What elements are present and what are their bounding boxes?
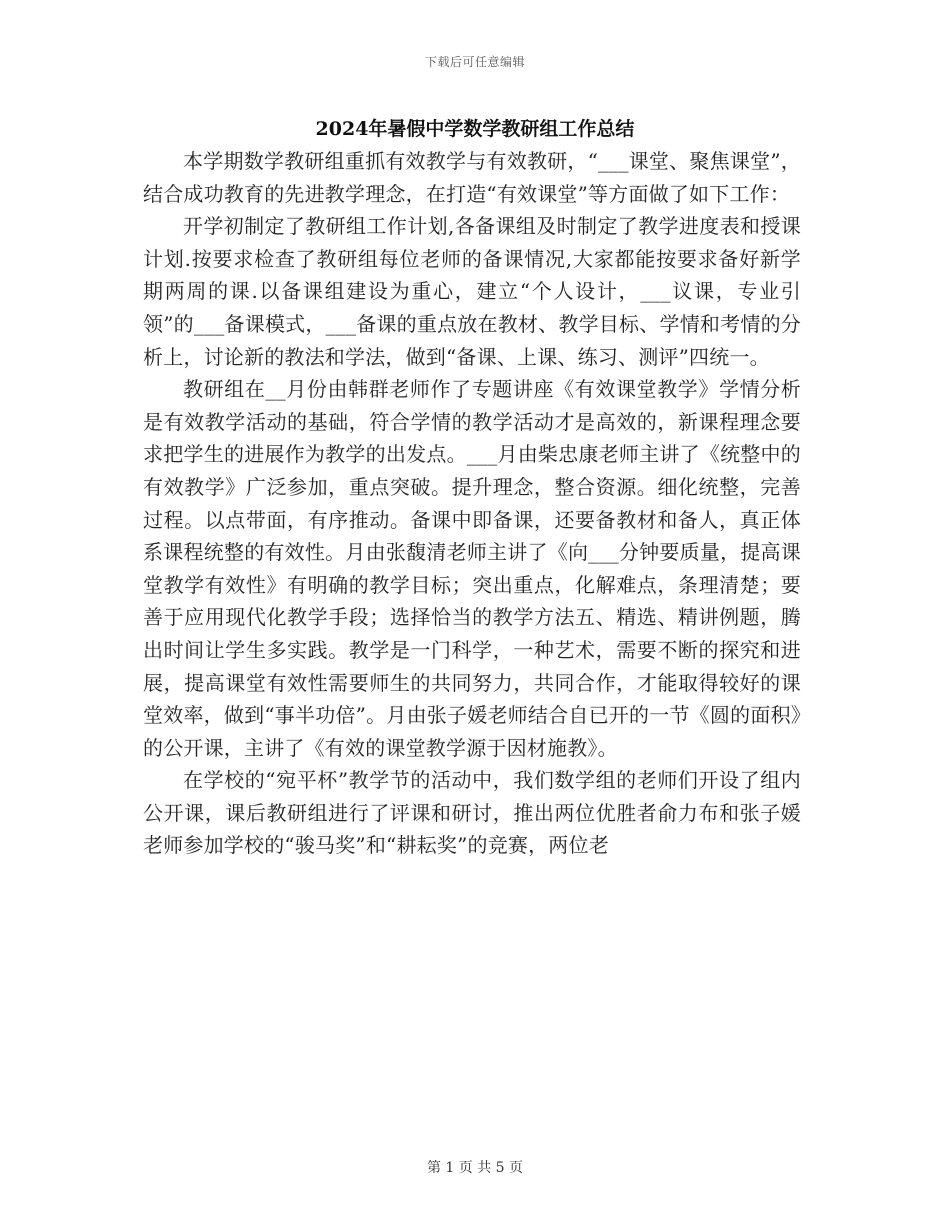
paragraph: 开学初制定了教研组工作计划,各备课组及时制定了教学进度表和授课计划.按要求检查了教研组每位老师的备课情况,大家都能按要求备好新学期两周的课.以备课组建设为重心，建立“个人设计，___议课，专业引领”的___备课模式，___备课的重点放在教材、教学目标、学情和考情的分析上，讨论新的教法和学法，做到“备课、上课、练习、测评”四统一。 (143, 214, 801, 369)
document-body (143, 145, 801, 862)
paragraph: 本学期数学教研组重抓有效教学与有效教研，“___课堂、聚焦课堂”，结合成功教育的先进教学理念，在打造“有效课堂”等方面做了如下工作： (143, 149, 801, 206)
paragraph: 教研组在__月份由韩群老师作了专题讲座《有效课堂教学》学情分析是有效教学活动的基础，符合学情的教学活动才是高效的，新课程理念要求把学生的进展作为教学的出发点。___月由柴忠康老师主讲了《统整中的有效教学》广泛参加，重点突破。提升理念，整合资源。细化统整，完善过程。以点带面，有序推动。备课中即备课，还要备教材和备人，真正体系课程统整的有效性。月由张馥清老师主讲了《向___分钟要质量，提高课堂教学有效性》有明确的教学目标；突出重点，化解难点，条理清楚；要善于应用现代化教学手段；选择恰当的教学方法五、精选、精讲例题，腾出时间让学生多实践。教学是一门科学，一种艺术，需要不断的探究和进展，提高课堂有效性需要师生的共同努力，共同合作，才能取得较好的课堂效率，做到“事半功倍”。月由张子媛老师结合自已开的一节《圆的面积》的公开课，主讲了《有效的课堂教学源于因材施教》。 (143, 377, 801, 760)
header-note: 下载后可任意编辑 (424, 55, 525, 69)
page-number: 第 1 页 共 5 页 (426, 1160, 524, 1176)
paragraph: 在学校的“宛平杯”教学节的活动中，我们数学组的老师们开设了组内公开课，课后教研组进行了评课和研讨，推出两位优胜者俞力布和张子媛老师参加学校的“骏马奖”和“耕耘奖”的竞赛，两位老 (143, 768, 801, 858)
document-title: 2024年暑假中学数学教研组工作总结 (315, 118, 635, 140)
